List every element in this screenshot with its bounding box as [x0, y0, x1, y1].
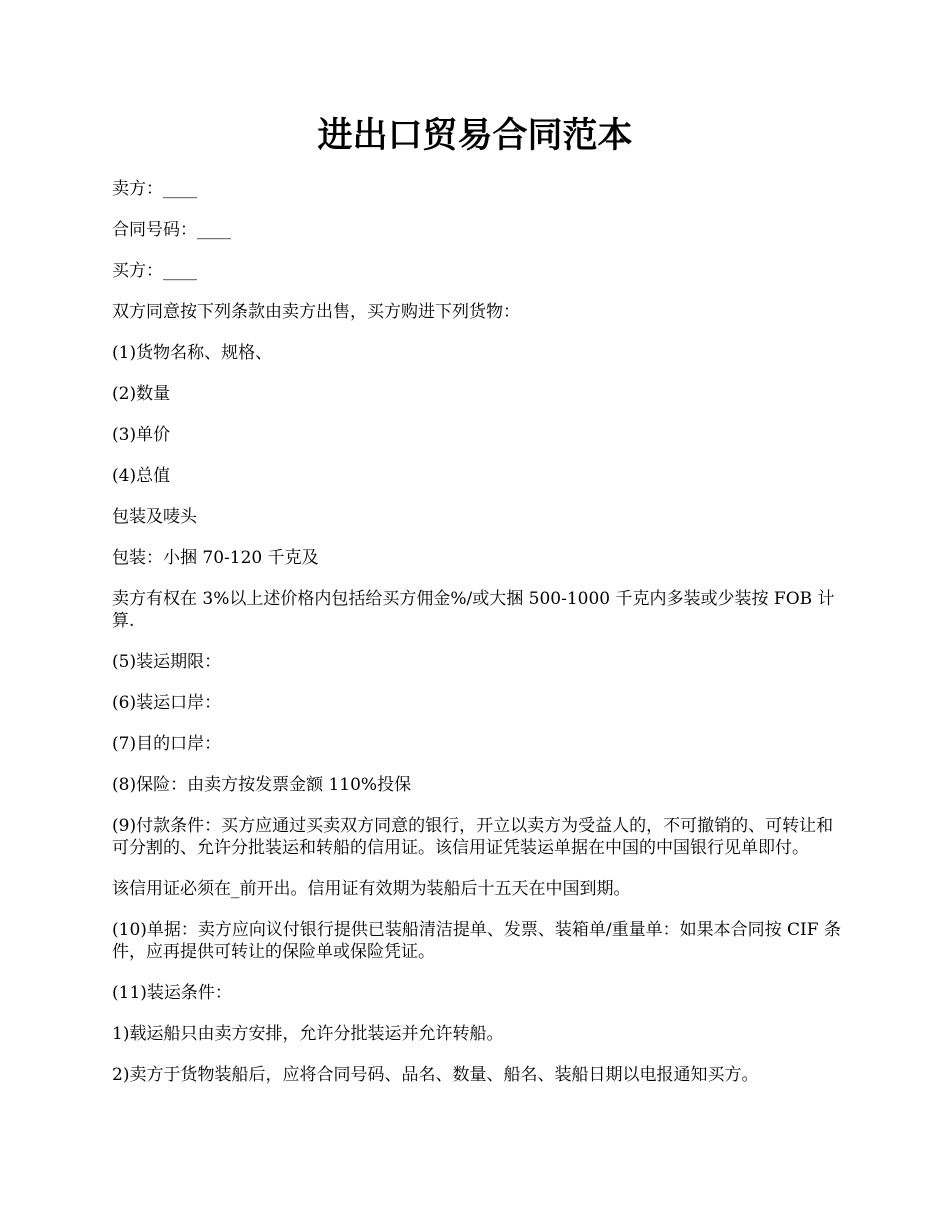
- agreement-intro: 双方同意按下列条款由卖方出售，买方购进下列货物：: [112, 302, 520, 322]
- contract-number-line: 合同号码：____: [112, 220, 231, 240]
- buyer-line: 买方：____: [112, 261, 197, 281]
- clause-goods-name: (1)货物名称、规格、: [112, 343, 273, 363]
- document-title: 进出口贸易合同范本: [317, 115, 633, 156]
- packing-detail: 包装：小捆 70-120 千克及: [112, 548, 319, 568]
- seller-option-paragraph: 卖方有权在 3%以上述价格内包括给买方佣金%/或大捆 500-1000 千克内多装或少装按 FOB 计算.: [112, 589, 835, 631]
- shipping-condition-2: 2)卖方于货物装船后，应将合同号码、品名、数量、船名、装船日期以电报通知买方。: [112, 1065, 759, 1085]
- clause-insurance: (8)保险：由卖方按发票金额 110%投保: [112, 775, 412, 795]
- clause-destination-port: (7)目的口岸：: [112, 734, 222, 754]
- clause-unit-price: (3)单价: [112, 425, 171, 445]
- clause-quantity: (2)数量: [112, 384, 171, 404]
- clause-payment-terms: (9)付款条件：买方应通过买卖双方同意的银行，开立以卖方为受益人的，不可撤销的、可转让和可分割的、允许分批装运和转船的信用证。该信用证凭装运单据在中国的中国银行见单即付。: [112, 816, 834, 858]
- shipping-condition-1: 1)载运船只由卖方安排，允许分批装运并允许转船。: [112, 1024, 504, 1044]
- packing-heading: 包装及唛头: [112, 507, 197, 527]
- clause-loading-port: (6)装运口岸：: [112, 693, 222, 713]
- clause-shipping-conditions: (11)装运条件：: [112, 983, 232, 1003]
- document-body: [112, 178, 842, 1105]
- clause-documents: (10)单据：卖方应向议付银行提供已装船清洁提单、发票、装箱单/重量单：如果本合同按 CIF 条件，应再提供可转让的保险单或保险凭证。: [112, 920, 841, 962]
- seller-line: 卖方：____: [112, 179, 197, 199]
- clause-total-value: (4)总值: [112, 466, 171, 486]
- clause-shipment-period: (5)装运期限：: [112, 652, 222, 672]
- letter-of-credit-paragraph: 该信用证必须在_前开出。信用证有效期为装船后十五天在中国到期。: [112, 879, 631, 899]
